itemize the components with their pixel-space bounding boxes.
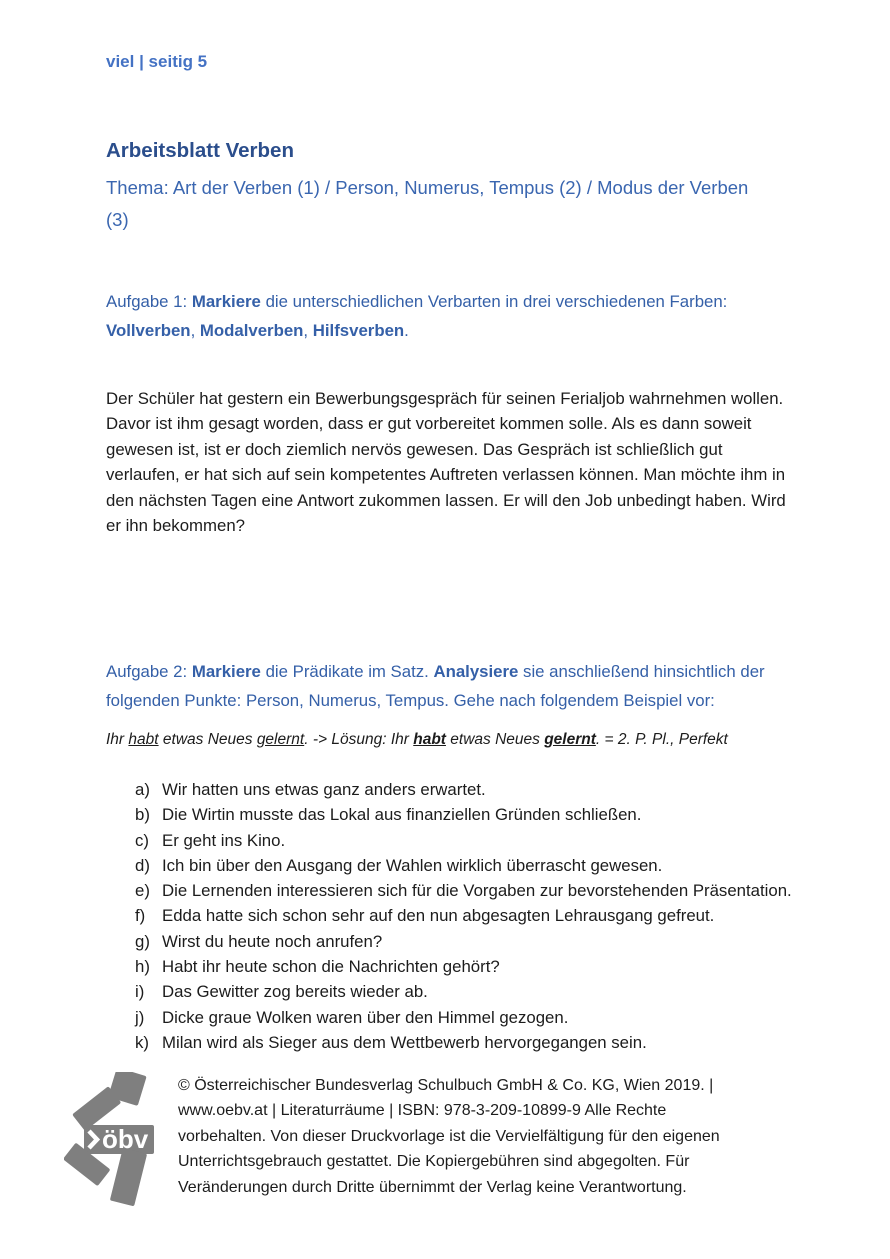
- sentence-list: [106, 777, 798, 1055]
- example-arrow-loesung: -> Lösung: Ihr: [312, 731, 409, 748]
- list-item-letter: k): [135, 1032, 149, 1052]
- example-bold-underlined-gelernt: gelernt: [544, 731, 596, 748]
- list-item-text: Edda hatte sich schon sehr auf den nun abgesagten Lehrausgang gefreut.: [162, 906, 715, 926]
- page-title: Arbeitsblatt Verben: [106, 139, 294, 162]
- example-underlined-habt: habt: [128, 731, 159, 748]
- task1-keyword-markiere: Markiere: [191, 292, 261, 311]
- list-item-letter: i): [135, 982, 145, 1002]
- list-item-letter: c): [135, 830, 149, 850]
- list-item: [106, 954, 798, 979]
- copyright-line: © Österreichischer Bundesverlag Schulbuch GmbH & Co. KG, Wien 2019. |: [178, 1077, 714, 1094]
- copyright-line: Veränderungen durch Dritte übernimmt der Verlag keine Verantwortung.: [178, 1178, 687, 1196]
- example-mid-1: etwas Neues: [162, 731, 253, 748]
- task1-instruction: [106, 287, 798, 345]
- list-item: [106, 979, 798, 1004]
- example-result: . = 2. P. Pl., Perfekt: [595, 731, 728, 748]
- task1-type-modalverben: Modalverben: [199, 321, 304, 340]
- list-item-letter: a): [135, 780, 150, 799]
- subtitle-line-2: (3): [106, 209, 129, 230]
- example-mid-2: etwas Neues: [450, 731, 540, 748]
- copyright-line: Unterrichtsgebrauch gestattet. Die Kopiergebühren sind abgegolten. Für: [178, 1153, 690, 1171]
- list-item-text: Habt ihr heute schon die Nachrichten gehört?: [162, 957, 500, 977]
- list-item-text: Wir hatten uns etwas ganz anders erwartet.: [162, 780, 486, 799]
- logo-arm-leg: [110, 1148, 147, 1206]
- list-item: [106, 802, 798, 827]
- example-bold-underlined-habt: habt: [413, 731, 446, 748]
- task2-text-2: sie anschließend hinsichtlich der: [523, 662, 765, 681]
- list-item: [106, 853, 798, 878]
- list-item-text: Die Wirtin musste das Lokal aus finanziellen Gründen schließen.: [162, 805, 642, 825]
- task1-label: Aufgabe 1:: [106, 292, 188, 311]
- subtitle-line-1: Thema: Art der Verben (1) / Person, Numerus, Tempus (2) / Modus der Verben: [106, 177, 749, 198]
- list-item-letter: e): [135, 881, 150, 901]
- list-item-text: Milan wird als Sieger aus dem Wettbewerb hervorgegangen sein.: [162, 1032, 647, 1052]
- list-item-letter: f): [135, 906, 146, 926]
- separator: ,: [190, 321, 196, 340]
- list-item-text: Ich bin über den Ausgang der Wahlen wirklich überrascht gewesen.: [162, 855, 663, 875]
- oebv-logo-mark: [64, 1072, 176, 1206]
- task2-text-3: folgenden Punkte: Person, Numerus, Tempus. Gehe nach folgendem Beispiel vor:: [106, 691, 715, 710]
- list-item-letter: h): [135, 957, 150, 977]
- copyright-line: www.oebv.at | Literaturräume | ISBN: 978-3-209-10899-9 Alle Rechte: [178, 1102, 667, 1120]
- list-item-text: Dicke graue Wolken waren über den Himmel gezogen.: [162, 1007, 569, 1027]
- task2-keyword-markiere: Markiere: [191, 662, 261, 681]
- list-item: [106, 903, 798, 928]
- list-item: [106, 777, 798, 802]
- copyright-line: vorbehalten. Von dieser Druckvorlage ist die Vervielfältigung für den eigenen: [178, 1127, 720, 1145]
- period: .: [404, 321, 409, 340]
- list-item-text: Er geht ins Kino.: [162, 830, 286, 850]
- page-subtitle: [106, 172, 798, 236]
- example-underlined-gelernt: gelernt: [256, 731, 305, 748]
- task2-text-1: die Prädikate im Satz.: [265, 662, 429, 681]
- list-item-letter: b): [135, 805, 150, 825]
- list-item: [106, 1030, 798, 1055]
- list-item-letter: g): [135, 931, 150, 951]
- list-item: [106, 828, 798, 853]
- exercise-paragraph: Der Schüler hat gestern ein Bewerbungsgespräch für seinen Ferialjob wahrnehmen wollen. Davor ist ihm gesagt worden, dass er gut vorbereitet kommen solle. Als es dann soweit gewesen ist, ist er doch ziemlich nervös gewesen. Das Gespräch ist schließlich gut verlaufen, er hat sich auf sein kompetentes Auftreten verlassen können. Man möchte ihm in den nächsten Tagen eine Antwort zukommen lassen. Er will den Job unbedingt haben. Wird er ihn bekommen?: [106, 389, 786, 536]
- task1-type-hilfsverben: Hilfsverben: [312, 321, 405, 340]
- period: .: [304, 731, 309, 748]
- list-item-letter: j): [135, 1007, 145, 1027]
- list-item-text: Das Gewitter zog bereits wieder ab.: [162, 982, 428, 1002]
- example-pre: Ihr: [106, 731, 125, 748]
- task2-instruction: [106, 657, 798, 715]
- copyright-text: [178, 1066, 720, 1200]
- separator: ,: [303, 321, 309, 340]
- list-item: [106, 878, 798, 903]
- task2-keyword-analysiere: Analysiere: [433, 662, 519, 681]
- task1-type-vollverben: Vollverben: [106, 321, 191, 340]
- page-footer: [64, 1066, 720, 1206]
- series-title: viel | seitig 5: [106, 52, 208, 71]
- logo-wordmark: öbv: [102, 1124, 149, 1154]
- list-item: [106, 1005, 798, 1030]
- list-item-text: Wirst du heute noch anrufen?: [162, 931, 383, 951]
- list-item-letter: d): [135, 855, 150, 875]
- list-item-text: Die Lernenden interessieren sich für die Vorgaben zur bevorstehenden Präsentation.: [162, 881, 792, 901]
- oebv-logo: [64, 1066, 178, 1206]
- task1-text: die unterschiedlichen Verbarten in drei verschiedenen Farben:: [265, 292, 728, 311]
- task2-label: Aufgabe 2:: [106, 662, 188, 681]
- list-item: [106, 929, 798, 954]
- example-line: [106, 731, 798, 749]
